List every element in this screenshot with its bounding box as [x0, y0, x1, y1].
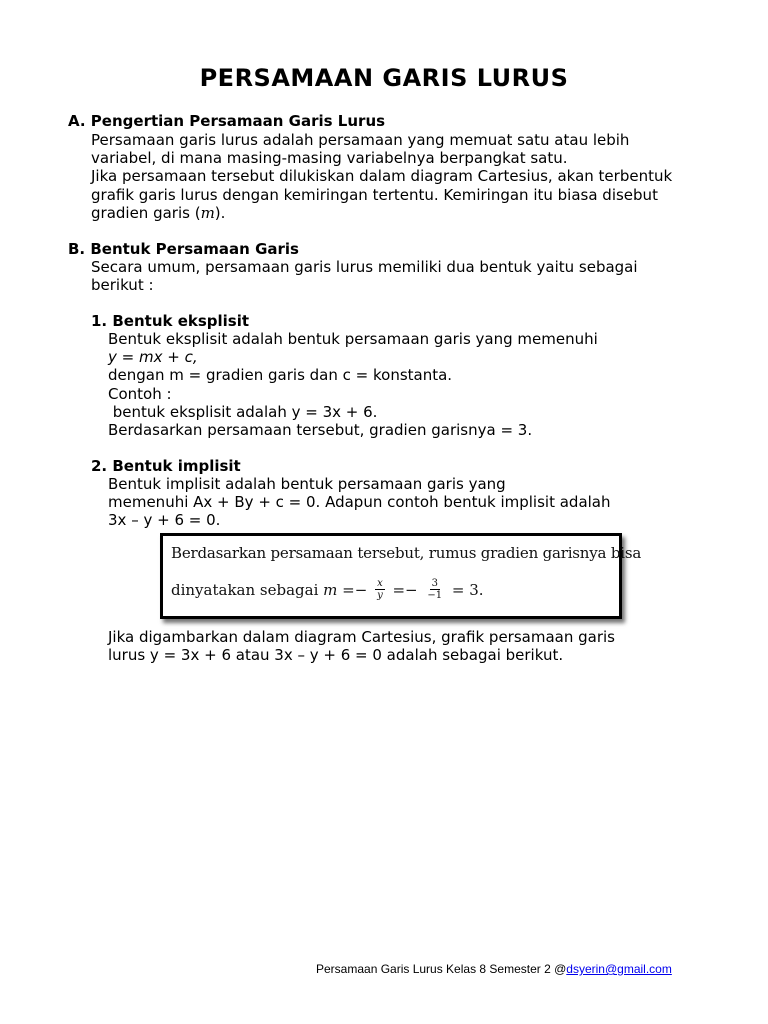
implicit-line: Bentuk implisit adalah bentuk persamaan garis yang: [108, 475, 506, 493]
page-title: PERSAMAAN GARIS LURUS: [199, 64, 569, 92]
footer-email-link[interactable]: dsyerin@gmail.com: [566, 962, 672, 976]
fraction-3-over-minus1: $\frac{3}{-1}$: [427, 578, 443, 601]
explicit-line: Bentuk eksplisit adalah bentuk persamaan garis yang memenuhi: [108, 330, 598, 348]
page-footer: [316, 962, 672, 976]
section-a-line: grafik garis lurus dengan kemiringan tertentu. Kemiringan itu biasa disebut: [91, 185, 658, 204]
implicit-line: 3x – y + 6 = 0.: [108, 511, 221, 530]
implicit-paragraph: [108, 475, 688, 530]
box-line: Berdasarkan persamaan tersebut, rumus gradien garisnya bisa: [171, 544, 642, 562]
section-a-paragraph: [91, 131, 691, 222]
section-a-line: Jika persamaan tersebut dilukiskan dalam diagram Cartesius, akan terbentuk: [91, 167, 673, 186]
section-a-line-last: gradien garis (m).: [91, 203, 226, 222]
section-b-paragraph: [91, 258, 691, 294]
explicit-formula: y = mx + c,: [108, 348, 198, 367]
implicit-line: memenuhi Ax + By + c = 0. Adapun contoh bentuk implisit adalah: [108, 493, 611, 512]
section-b-heading: B. Bentuk Persamaan Garis: [68, 240, 299, 258]
section-b-line: berikut :: [91, 276, 154, 295]
explicit-heading: 1. Bentuk eksplisit: [91, 312, 250, 330]
implicit-after-line: lurus y = 3x + 6 atau 3x – y + 6 = 0 adalah sebagai berikut.: [108, 646, 564, 665]
explicit-line: Contoh :: [108, 384, 172, 403]
explicit-paragraph: [108, 330, 688, 439]
explicit-line: Berdasarkan persamaan tersebut, gradien garisnya = 3.: [108, 421, 533, 440]
implicit-after-paragraph: [108, 628, 688, 664]
footer-text: Persamaan Garis Lurus Kelas 8 Semester 2 @: [316, 962, 567, 976]
fraction-x-over-y: $\frac{x}{y}$: [377, 578, 383, 601]
implicit-heading: 2. Bentuk implisit: [91, 457, 241, 475]
explicit-line: dengan m = gradien garis dan c = konstanta.: [108, 366, 453, 385]
explicit-line: bentuk eksplisit adalah y = 3x + 6.: [108, 402, 378, 421]
section-a-line: variabel, di mana masing-masing variabelnya berpangkat satu.: [91, 149, 568, 168]
implicit-after-line: Jika digambarkan dalam diagram Cartesius, grafik persamaan garis: [108, 628, 615, 646]
gradient-formula-box: [160, 533, 642, 619]
section-a-line: Persamaan garis lurus adalah persamaan yang memuat satu atau lebih: [91, 131, 630, 149]
box-formula-line: dinyatakan sebagai m =− $\frac{x}{y}$ =− $\frac{3}{-1}$ = 3.: [171, 578, 484, 601]
section-b-line: Secara umum, persamaan garis lurus memiliki dua bentuk yaitu sebagai: [91, 258, 638, 276]
section-a-heading: A. Pengertian Persamaan Garis Lurus: [68, 112, 386, 130]
